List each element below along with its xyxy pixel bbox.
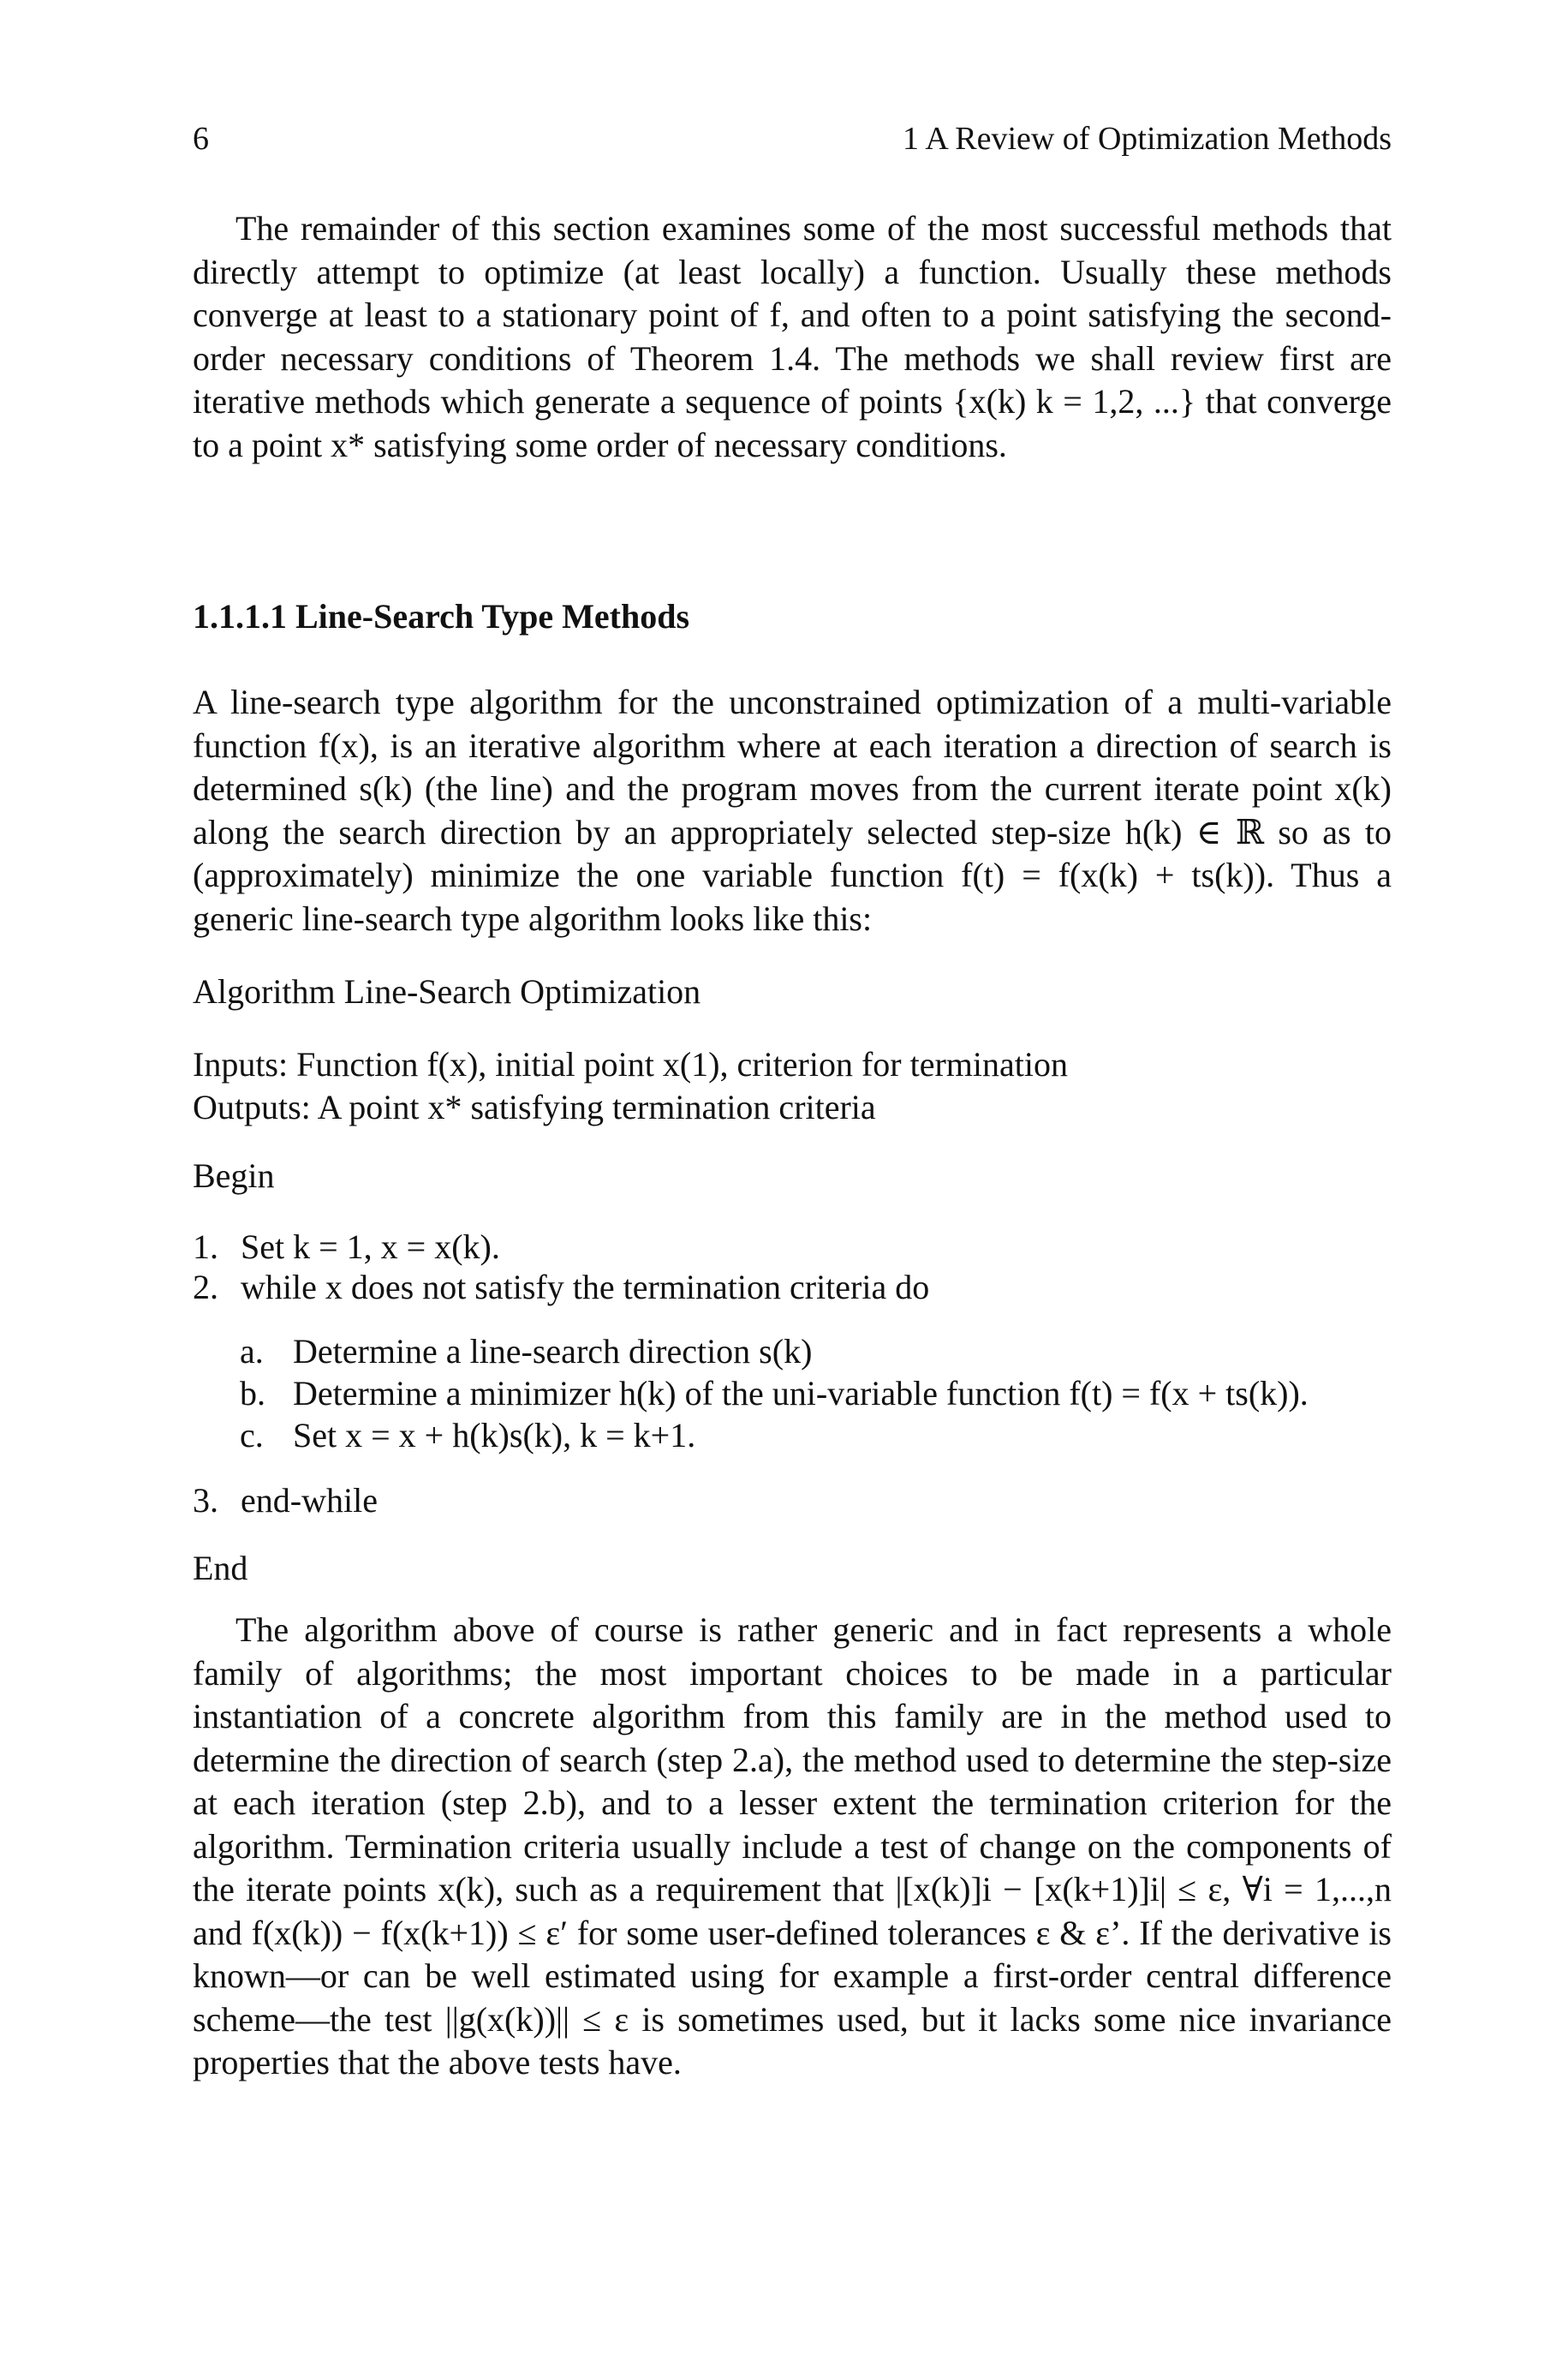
substep-letter: a.	[240, 1332, 264, 1371]
page-header	[193, 120, 1392, 163]
algorithm-substep-c	[240, 1414, 695, 1457]
substep-letter: c.	[240, 1416, 264, 1454]
algorithm-substep-b	[240, 1372, 1309, 1415]
intro-paragraph: The remainder of this section examines some of the most successful methods that directly attempt to optimize (at least locally) a function. Usually these methods converge at least to a stationary point of f, and often to a point satisfying the second-order necessary conditions of Theorem 1.4. The methods we shall review first are iterative methods which generate a sequence of points {x(k) k = 1,2, ...} that converge to a point x* satisfying some order of necessary conditions.	[193, 209, 1392, 464]
page-number: 6	[193, 121, 209, 157]
algorithm-begin: Begin	[193, 1156, 275, 1195]
closing-paragraph: The algorithm above of course is rather generic and in fact represents a whole family of algorithms; the most important choices to be made in a particular instantiation of a concrete algorithm from this family are in the method used to determine the direction of search (step 2.a), the method used to determine the step-size at each iteration (step 2.b), and to a lesser extent the termination criterion for the algorithm. Termination criteria usually include a test of change on the components of the iterate points x(k), such as a requirement that |[x(k)]i − [x(k+1)]i| ≤ ε, ∀i = 1,...,n and f(x(k)) − f(x(k+1)) ≤ ε′ for some user-defined tolerances ε & ε’. If the derivative is known—or can be well estimated using for example a first-order central difference scheme—the test ||g(x(k))|| ≤ ε is sometimes used, but it lacks some nice invariance properties that the above tests have.	[193, 1610, 1392, 2081]
step-number: 3.	[193, 1481, 218, 1520]
algorithm-step-3	[193, 1479, 378, 1522]
substep-text: Set x = x + h(k)s(k), k = k+1.	[293, 1416, 696, 1454]
section-heading: 1.1.1.1 Line-Search Type Methods	[193, 597, 690, 636]
step-number: 2.	[193, 1268, 218, 1306]
algorithm-step-1	[193, 1226, 500, 1269]
step-text: Set k = 1, x = x(k).	[241, 1227, 500, 1266]
running-head: 1 A Review of Optimization Methods	[902, 121, 1392, 157]
algorithm-inputs: Inputs: Function f(x), initial point x(1), criterion for termination	[193, 1045, 1069, 1084]
algorithm-substep-a	[240, 1330, 812, 1373]
linesearch-paragraph: A line-search type algorithm for the unconstrained optimization of a multi-variable function f(x), is an iterative algorithm where at each iteration a direction of search is determined s(k) (the line) and the program moves from the current iterate point x(k) along the search direction by an appropriately selected step-size h(k) ∈ ℝ so as to (approximately) minimize the one variable function f(t) = f(x(k) + ts(k)). Thus a generic line-search type algorithm looks like this:	[193, 683, 1392, 938]
algorithm-title: Algorithm Line-Search Optimization	[193, 972, 701, 1011]
algorithm-outputs: Outputs: A point x* satisfying termination criteria	[193, 1088, 876, 1126]
algorithm-step-2	[193, 1266, 929, 1309]
algorithm-end: End	[193, 1549, 248, 1587]
substep-text: Determine a minimizer h(k) of the uni-variable function f(t) = f(x + ts(k)).	[293, 1374, 1309, 1412]
step-text: while x does not satisfy the termination criteria do	[241, 1268, 930, 1306]
step-number: 1.	[193, 1227, 218, 1266]
substep-letter: b.	[240, 1374, 265, 1412]
substep-text: Determine a line-search direction s(k)	[293, 1332, 813, 1371]
step-text: end-while	[241, 1481, 378, 1520]
